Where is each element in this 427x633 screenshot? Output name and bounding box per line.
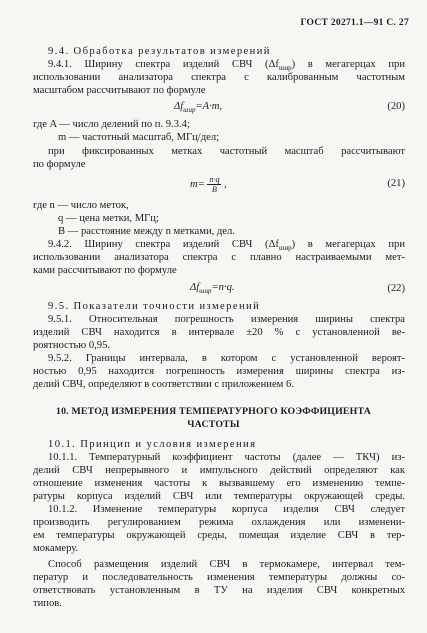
para-10-1-3-line-1: Способ размещения изделий СВЧ в термокамере, интервал тем-: [48, 559, 405, 570]
formula-21-number: (21): [387, 178, 405, 189]
para-10-1-1-line-3: отношение изменения частоты к вызвавшему его изменению темпе-: [33, 478, 405, 489]
para-9-5-2-line-2: ностью 0,95 находится погрешность измерения ширины спектра из-: [33, 366, 405, 377]
where-21-line-2: q — цена метки, МГц;: [58, 213, 159, 224]
section-10-heading-line-1: 10. МЕТОД ИЗМЕРЕНИЯ ТЕМПЕРАТУРНОГО КОЭФФИЦИЕНТА: [55, 406, 372, 417]
para-9-4-2-line-1: 9.4.2. Ширину спектра изделий СВЧ $(\Delta f_{шир})$ в мегагерцах при: [48, 239, 406, 253]
formula-21: m= $\frac{n\cdot q}{B}$ ,: [190, 175, 227, 194]
para-9-4-1-line-2: использовании анализатора спектра с калиброванным частотным: [33, 72, 405, 83]
where-20-line-2: m — частотный масштаб, МГц/дел;: [58, 132, 220, 143]
where-21-line-3: B — расстояние между n метками, дел.: [58, 226, 235, 237]
fixed-marks-line-1: при фиксированных метках частотный масштаб рассчитывают: [48, 146, 405, 157]
formula-22-number: (22): [387, 283, 405, 294]
para-9-5-1-line-1: 9.5.1. Относительная погрешность измерения ширины спектра: [48, 314, 405, 325]
section-10-1-title: 10.1. Принцип и условия измерения: [48, 439, 257, 450]
para-10-1-3-line-3: ответствовать установленным в ТУ на изделия СВЧ конкретных: [33, 585, 405, 596]
para-10-1-1-line-2: делий СВЧ непрерывного и импульсного действий определяют как: [33, 465, 405, 476]
para-10-1-2-line-4: мокамеру.: [33, 543, 79, 554]
formula-20: $\Delta f_{шир}=A\cdot m$,: [174, 101, 223, 115]
para-10-1-2-line-2: производить регулированием режима охлаждения или изменени-: [33, 517, 405, 528]
para-10-1-1-line-1: 10.1.1. Температурный коэффициент частоты (далее — ТКЧ) из-: [48, 452, 405, 463]
section-9-4-title: 9.4. Обработка результатов измерений: [48, 46, 271, 57]
para-9-5-1-line-3: роятностью 0,95.: [33, 340, 111, 351]
para-9-4-2-line-3: ками рассчитывают по формуле: [33, 265, 177, 276]
fixed-marks-line-2: по формуле: [33, 159, 86, 170]
para-10-1-2-line-3: ем температуры окружающей среды, помещая изделие СВЧ в тер-: [33, 530, 405, 541]
formula-22: $\Delta f_{шир}=n\cdot q$.: [190, 282, 235, 296]
para-9-5-2-line-3: делий СВЧ, определяют в соответствии с приложением 6.: [33, 379, 294, 390]
formula-20-number: (20): [387, 101, 405, 112]
para-10-1-2-line-1: 10.1.2. Изменение температуры корпуса изделия СВЧ следует: [48, 504, 405, 515]
para-10-1-3-line-2: ператур и последовательность изменения температуры должны со-: [33, 572, 405, 583]
para-9-4-2-line-2: использовании анализатора спектра с плавно настраиваемыми мет-: [33, 252, 405, 263]
section-10-heading-line-2: ЧАСТОТЫ: [187, 419, 240, 430]
page-header: ГОСТ 20271.1—91 С. 27: [300, 18, 409, 28]
where-21-line-1: где n — число меток,: [33, 200, 129, 211]
section-9-5-title: 9.5. Показатели точности измерений: [48, 301, 261, 312]
para-9-4-1-line-1: 9.4.1. Ширину спектра изделий СВЧ $(\Delta f_{шир})$ в мегагерцах при: [48, 59, 406, 73]
para-9-5-2-line-1: 9.5.2. Границы интервала, в котором с установленной вероят-: [48, 353, 405, 364]
para-9-5-1-line-2: изделий СВЧ находится в интервале ±20 % с установленной ве-: [33, 327, 405, 338]
para-10-1-3-line-4: типов.: [33, 598, 62, 609]
formula-21-fraction: $\frac{n\cdot q}{B}$: [209, 175, 220, 194]
where-20-line-1: где A — число делений по п. 9.3.4;: [33, 119, 190, 130]
para-10-1-1-line-4: ратуры корпуса изделий СВЧ или температуры окружающей среды.: [33, 491, 405, 502]
para-9-4-1-line-3: масштабом рассчитывают по формуле: [33, 85, 206, 96]
